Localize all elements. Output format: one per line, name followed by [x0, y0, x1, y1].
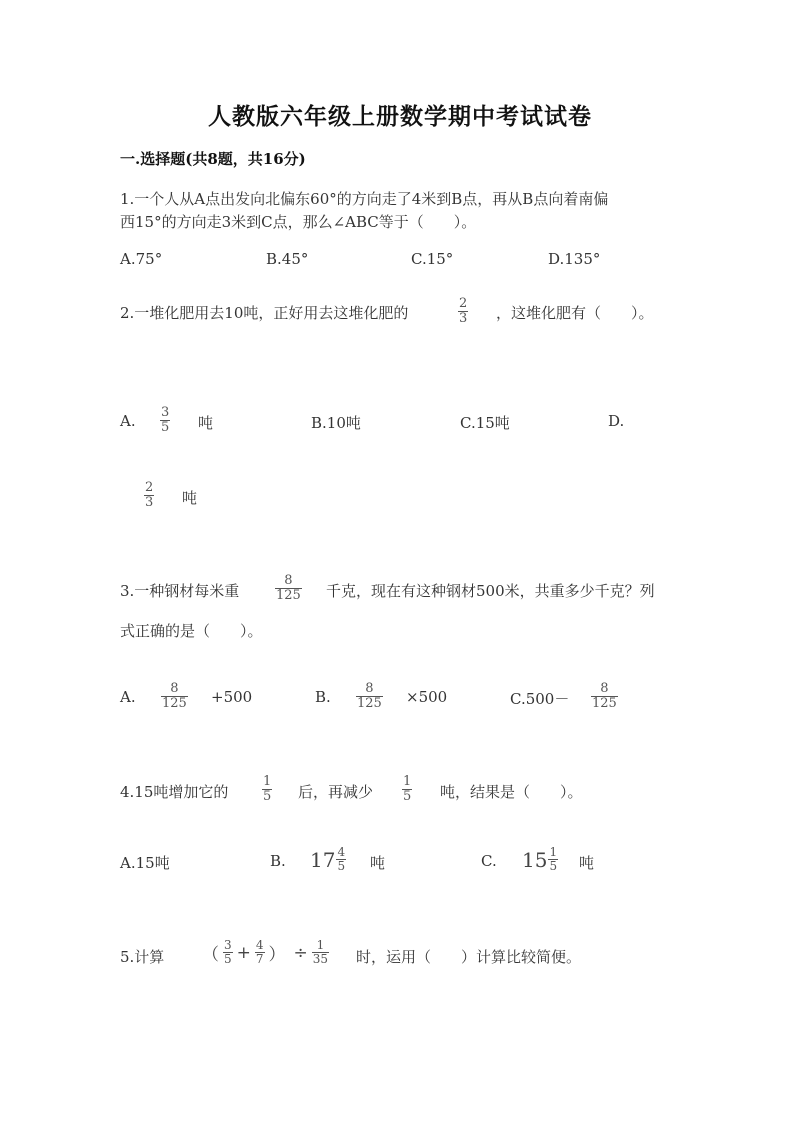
q4-fraction-2	[402, 775, 412, 804]
q3-text-after: 千克，现在有这种钢材500米，共重多少千克？列	[326, 582, 655, 600]
q5-fraction-a	[223, 939, 233, 966]
mixed-whole: 17	[310, 847, 336, 872]
q3-option-c-label: C.500－	[510, 690, 570, 708]
q3-line2: 式正确的是（ ）。	[120, 622, 263, 640]
fraction-denominator: 3	[145, 495, 154, 510]
q3-option-b-fraction	[356, 682, 383, 711]
q3-option-a-label: A.	[120, 688, 136, 706]
mixed-fraction	[548, 846, 558, 873]
q1-line2: 西15°的方向走3米到C点，那么∠ABC等于（ ）。	[120, 213, 477, 231]
fraction-denominator: 5	[549, 859, 558, 873]
q2-option-c: C.15吨	[460, 414, 510, 432]
q4-text-mid: 后，再减少	[298, 783, 374, 801]
fraction-numerator: 3	[161, 405, 170, 420]
fraction-numerator: 8	[284, 573, 293, 588]
q5-text-after: 时，运用（ ）计算比较简便。	[356, 948, 582, 966]
q3-text-before: 3.一种钢材每米重	[120, 582, 240, 600]
mixed-fraction	[336, 846, 346, 873]
fraction-numerator: 4	[255, 938, 264, 952]
q2-option-a-fraction	[160, 406, 170, 435]
q5-text-before: 5.计算	[120, 948, 165, 966]
q5-fraction-c	[312, 939, 329, 966]
q1-line1: 1.一个人从A点出发向北偏东60°的方向走了4米到B点，再从B点向着南偏	[120, 190, 609, 208]
fraction-denominator: 5	[337, 859, 346, 873]
fraction-denominator: 35	[312, 952, 329, 966]
q2-option-d-fraction	[144, 481, 154, 510]
fraction-numerator: 8	[365, 681, 374, 696]
fraction-denominator: 125	[276, 588, 301, 603]
q4-text-before: 4.15吨增加它的	[120, 783, 229, 801]
q3-option-b-label: B.	[315, 688, 331, 706]
q2-option-d-label: D.	[608, 412, 625, 430]
q1-option-a: A.75°	[120, 250, 163, 268]
fraction-numerator: 2	[459, 296, 468, 311]
page-title: 人教版六年级上册数学期中考试试卷	[208, 103, 592, 130]
fraction-denominator: 3	[459, 311, 468, 326]
fraction-numerator: 4	[337, 845, 346, 859]
q4-option-c-mixed-number	[522, 846, 558, 873]
paren-open: （	[202, 945, 219, 965]
fraction-denominator: 5	[403, 789, 412, 804]
q4-fraction-1	[262, 775, 272, 804]
plus-sign: +	[236, 942, 251, 963]
fraction-denominator: 125	[357, 696, 382, 711]
fraction-denominator: 125	[162, 696, 187, 711]
fraction-numerator: 1	[403, 774, 412, 789]
fraction-denominator: 5	[263, 789, 272, 804]
paren-close: ）	[268, 945, 286, 965]
q4-option-b-mixed-number	[310, 846, 346, 873]
fraction-numerator: 8	[600, 681, 609, 696]
fraction-numerator: 2	[145, 480, 154, 495]
q3-option-b-tail: ×500	[406, 688, 448, 706]
fraction-numerator: 8	[170, 681, 179, 696]
q2-option-a-label: A.	[120, 412, 136, 430]
q5-fraction-b	[255, 939, 265, 966]
q4-option-c-unit: 吨	[579, 854, 595, 872]
fraction-denominator: 5	[224, 952, 232, 966]
q2-text-before: 2.一堆化肥用去10吨，正好用去这堆化肥的	[120, 304, 409, 322]
fraction-numerator: 1	[316, 938, 325, 952]
fraction-denominator: 7	[255, 952, 264, 966]
q1-option-d: D.135°	[548, 250, 601, 268]
fraction-numerator: 1	[263, 774, 272, 789]
q3-option-a-fraction	[161, 682, 188, 711]
q3-option-c-fraction	[591, 682, 618, 711]
q4-text-after: 吨，结果是（ ）。	[440, 783, 583, 801]
q2-option-d-unit: 吨	[182, 489, 198, 507]
q2-fraction	[458, 297, 468, 326]
q1-option-b: B.45°	[266, 250, 309, 268]
fraction-numerator: 3	[224, 938, 232, 952]
mixed-whole: 15	[522, 847, 548, 872]
q4-option-b-unit: 吨	[370, 854, 386, 872]
q2-option-b: B.10吨	[311, 414, 361, 432]
q5-expression	[200, 939, 331, 966]
q4-option-c-label: C.	[481, 852, 497, 870]
fraction-denominator: 5	[161, 420, 170, 435]
q3-fraction	[275, 574, 302, 603]
fraction-numerator: 1	[549, 845, 558, 859]
divide-sign: ÷	[293, 942, 308, 963]
q4-option-a: A.15吨	[120, 854, 170, 872]
q4-option-b-label: B.	[270, 852, 286, 870]
q2-option-a-unit: 吨	[198, 414, 214, 432]
fraction-denominator: 125	[592, 696, 617, 711]
q3-option-a-tail: +500	[211, 688, 253, 706]
q2-text-after: ，这堆化肥有（ ）。	[496, 304, 654, 322]
section-heading: 一.选择题(共8题，共16分)	[120, 150, 306, 168]
q1-option-c: C.15°	[411, 250, 454, 268]
